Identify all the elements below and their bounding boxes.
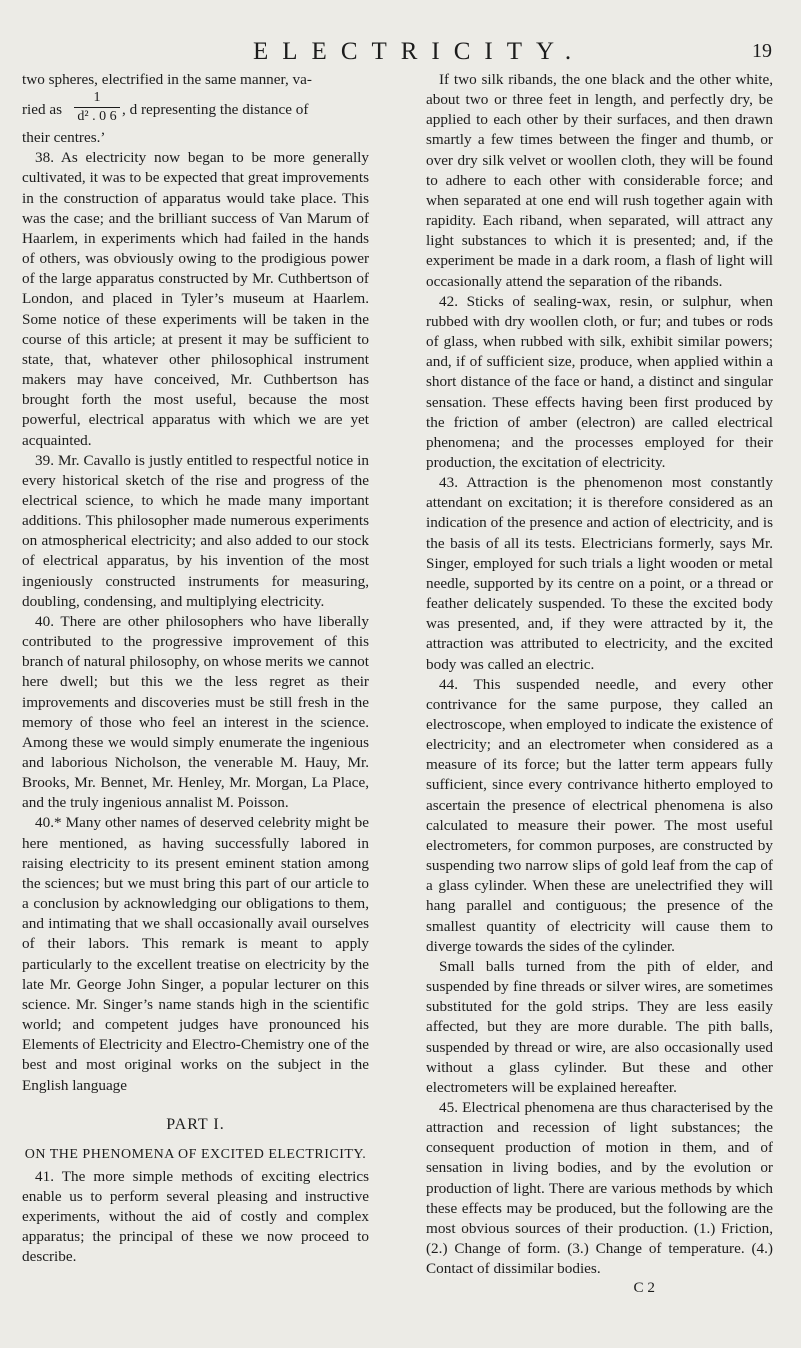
paragraph-45: 45. Electrical phenomena are thus characterised by the attraction and recession of light substances; the consequent production of motion in them, and of sensation in living bodies, and by the evolution or production of light. There are various methods by which these effects may be produced, but the following are the most obvious sources of their production. (1.) Friction, (2.) Change of form. (3.) Change of temperature. (4.) Contact of dissimilar bodies. [426,1098,773,1278]
fraction-numerator: 1 [93,90,101,106]
section-heading: ON THE PHENOMENA OF EXCITED ELECTRICITY. [24,1146,367,1162]
paragraph-42: 42. Sticks of sealing-wax, resin, or sulphur, when rubbed with dry woollen cloth, or fur; and tubes or rods of glass, when rubbed with silk, exhibit similar powers; and, if of sufficient size, produce, when applied within a short distance of the face or hand, a distinct and singular sensation. These effects having been first produced by the friction of amber (electron) are called electrical phenomena; and the processes employed for their production, the excitation of electricity. [426,292,773,471]
paragraph-44: 44. This suspended needle, and every other contrivance for the same purpose, they called an electroscope, when employed to indicate the existence of electricity; and an electrometer when considered as a measure of its force; but the latter term appears fully sufficient, since every contrivance hitherto employed to ascertain the presence of electrical phenomena is also calculated to measure their power. The most useful electrometers, for common purposes, are constructed by suspending two narrow slips of gold leaf from the cap of a glass cylinder. When these are unelectrified they will hang parallel and contiguous; the presence of the smallest quantity of electricity will cause them to diverge towards the sides of the cylinder. [426,675,773,955]
right-column [426,70,773,1297]
fraction [74,90,120,125]
page-number: 19 [752,40,772,62]
fraction-denominator: d² . 0 6 [77,109,117,125]
formula-prefix: ried as [22,101,63,119]
paragraph-pith-balls: Small balls turned from the pith of elder, and suspended by fine threads or silver wires, are sometimes substituted for the gold strips. They are less easily affected, but they are more durable. The pith balls, suspended by thread or wire, are also occasionally used without a glass cylinder. But these and other electrometers will be explained hereafter. [426,957,773,1096]
signature-mark: C 2 [633,1279,655,1297]
running-title: ELECTRICITY. [253,38,586,65]
opening-line: two spheres, electrified in the same manner, va- [22,71,312,88]
paragraph-38: 38. As electricity now began to be more generally cultivated, it was to be expected that great improvements in the construction of apparatus would take place. This was the case; and the brilliant success of Van Marum of Haarlem, in experiments which had failed in the hands of others, was obviously owing to the prodigious power of the large apparatus constructed by Mr. Cuthbertson of London, and placed in Tyler’s museum at Haarlem. Some notice of these experiments will be taken in the course of this article; at present it may be sufficient to state, that, whatever other philosophical instrument makers may have conceived, Mr. Cuthbertson has brought forth the most useful, because the most powerful, electrical apparatus with which we are yet acquainted. [22,149,369,449]
paragraph-40-star: 40.* Many other names of deserved celebrity might be here mentioned, as having successfully labored in raising electricity to its present eminent station among the sciences; but we must bring this part of our article to a conclusion by acknowledging our obligations to them, and intimating that we shall occasionally avail ourselves of their labors. This remark is meant to apply particularly to the excellent treatise on electricity by the late Mr. George John Singer, a popular lecturer on this science. Mr. Singer’s name stands high in the scientific world; and competent judges have pronounced his Elements of Electricity and Electro-Chemistry one of the best and most original works on the subject in the English language [22,814,369,1094]
page-header [0,38,801,68]
paragraph-ribands: If two silk ribands, the one black and the other white, about two or three feet in length, and perfectly dry, be applied to each other by their surfaces, and then drawn smartly a few times between the finger and thumb, or over dry silk velvet or woollen cloth, they will be found to adhere to each other with considerable force; and when separated at one end will rush together again with rapidity. Each riband, when separated, will attract any light substances to which it is presented; and, if the experiment be made in a dark room, a flash of light will occasionally attend the separation of the ribands. [426,71,773,290]
paragraph-40: 40. There are other philosophers who have liberally contributed to the progressive improvement of this branch of natural philosophy, on whose merits we cannot here dwell; but this we the less regret as their improvements and discoveries must be still fresh in the memory of those who feel an interest in the science. Among these we would simply enumerate the ingenious and laborious Nicholson, the venerable M. Hauy, Mr. Brooks, Mr. Bennet, Mr. Henley, Mr. Morgan, La Place, and the truly ingenious annalist M. Poisson. [22,612,369,812]
paragraph-41: 41. The more simple methods of exciting electrics enable us to perform several pleasing and instructive experiments, without the aid of costly and complex apparatus; the principal of these we now proceed to describe. [22,1167,369,1266]
left-column [22,70,369,1268]
opening-continuation: their centres.’ [22,129,106,147]
paragraph-43: 43. Attraction is the phenomenon most constantly attendant on excitation; it is therefore considered as an indication of the presence and action of electricity, and is the basis of all its tests. Electricians formerly, says Mr. Singer, employed for such trials a light wooden or metal needle, supported by its centre on a point, or a thread or feather delicately suspended. To these the excited body was presented, and, if they were attracted by it, the attraction was attributed to electricity, and the excited body was called an electric. [426,474,773,673]
formula-suffix: , d representing the distance of [122,101,309,119]
formula-line [22,90,369,128]
paragraph-39: 39. Mr. Cavallo is justly entitled to respectful notice in every historical sketch of the rise and progress of the electrical science, to which he made many important additions. This philosopher made numerous experiments on atmospherical electricity; and also added to our stock of electrical apparatus, by his invention of the most ingeniously constructed instruments for measuring, doubling, condensing, and multiplying electricity. [22,451,369,610]
part-heading: PART I. [166,1115,225,1133]
